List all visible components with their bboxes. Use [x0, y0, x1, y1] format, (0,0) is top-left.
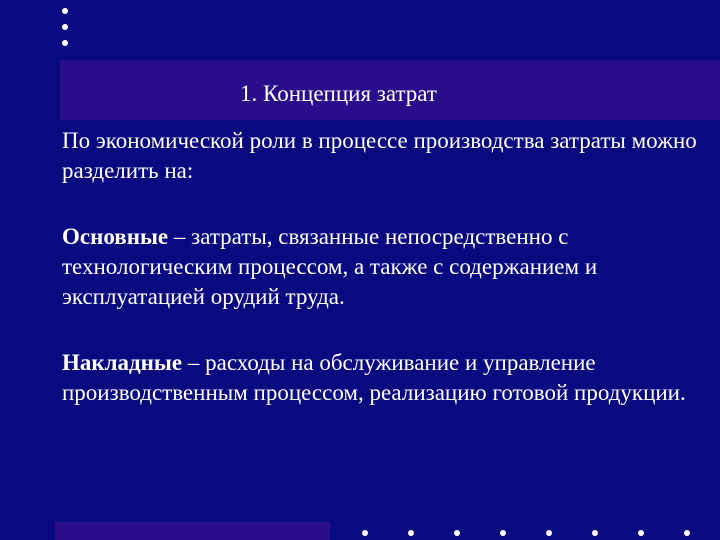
bottom-band	[55, 522, 330, 540]
term-label: Накладные	[62, 350, 183, 375]
dot-icon	[362, 530, 368, 536]
dot-icon	[684, 530, 690, 536]
dot-icon	[62, 40, 68, 46]
slide-title: 1. Концепция затрат	[240, 81, 437, 106]
term-label: Основные	[62, 224, 169, 249]
slide-body	[62, 126, 707, 444]
decorative-dots-vertical	[62, 8, 70, 50]
term-definition: – расходы на обслуживание и управление производственным процессом, реализацию готовой продукции.	[62, 350, 686, 405]
list-item-main-costs	[62, 222, 707, 312]
dot-icon	[638, 530, 644, 536]
list-item-overhead-costs	[62, 348, 707, 408]
dot-icon	[500, 530, 506, 536]
term-definition: – затраты, связанные непосредственно с технологическим процессом, а также с содержанием и эксплуатацией орудий труда.	[62, 224, 598, 309]
dot-icon	[546, 530, 552, 536]
dot-icon	[62, 8, 68, 14]
dot-icon	[454, 530, 460, 536]
dot-icon	[592, 530, 598, 536]
dot-icon	[408, 530, 414, 536]
dot-icon	[62, 24, 68, 30]
intro-paragraph: По экономической роли в процессе производства затраты можно разделить на:	[62, 128, 697, 183]
